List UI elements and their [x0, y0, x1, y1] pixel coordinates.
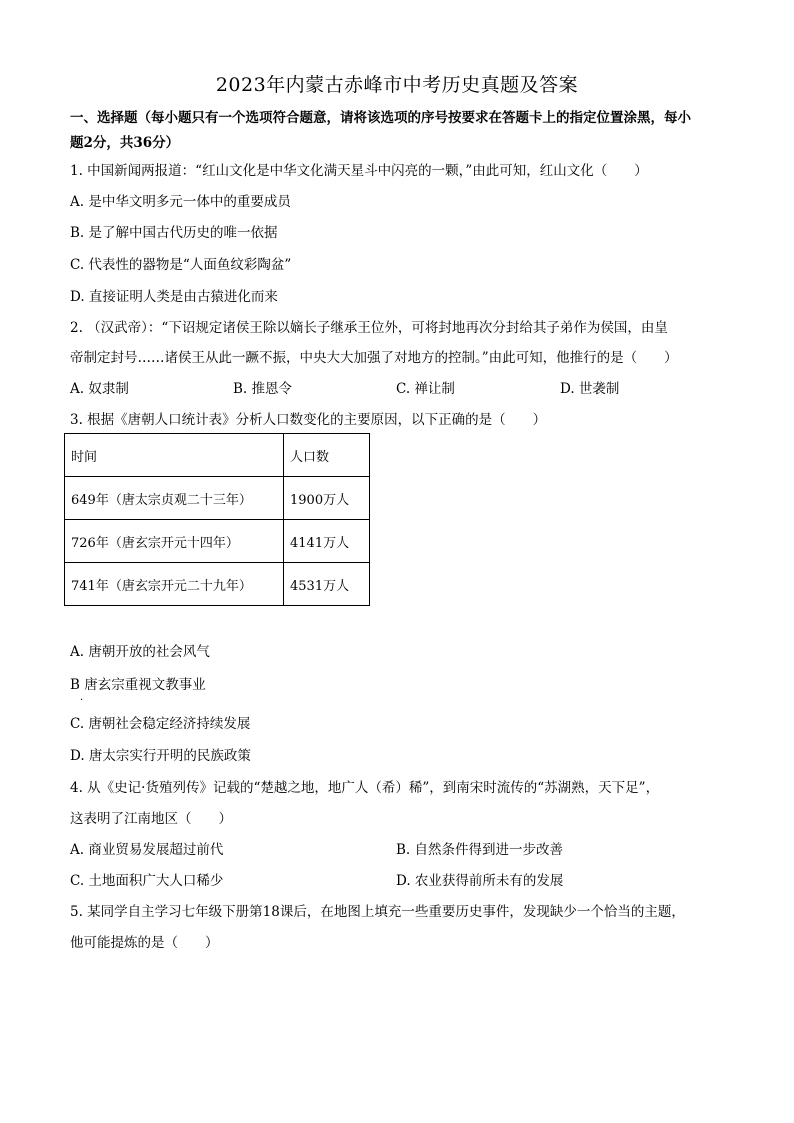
population-table [64, 433, 370, 606]
q4-option-d: D. 农业获得前所未有的发展 [396, 873, 564, 889]
q4-option-b: B. 自然条件得到进一步改善 [396, 842, 564, 858]
q4-option-c: C. 土地面积广大人口稀少 [70, 873, 224, 889]
q1-option-a: A. 是中华文明多元一体中的重要成员 [70, 194, 291, 210]
page-title: 2023年内蒙古赤峰市中考历史真题及答案 [215, 74, 579, 96]
q3-stem: 3. 根据《唐朝人口统计表》分析人口数变化的主要原因，以下正确的是（ ） [70, 412, 547, 428]
q3-option-d: D. 唐太宗实行开明的民族政策 [70, 748, 251, 764]
q1-option-c: C. 代表性的器物是“人面鱼纹彩陶盆” [70, 257, 292, 273]
table-row [65, 563, 370, 606]
q2-option-b: B. 推恩令 [233, 381, 293, 397]
table-cell-time: 726年（唐玄宗开元十四年） [65, 520, 284, 563]
stray-dot-mark: · [80, 695, 84, 706]
q2-stem-line1: 2. （汉武帝）：“下诏规定诸侯王除以嫡长子继承王位外，可将封地再次分封给其子弟作为侯国，由皇 [70, 320, 668, 336]
table-cell-time: 649年（唐太宗贞观二十三年） [65, 477, 284, 520]
q5-stem-line2: 他可能提炼的是（ ） [70, 935, 219, 951]
q4-stem-line1: 4. 从《史记·货殖列传》记载的“楚越之地，地广人（希）稀”，到南宋时流传的“苏湖熟，天下足”， [70, 780, 660, 796]
q3-option-b: B 唐玄宗重视文教事业 [70, 677, 206, 693]
q2-stem-line2: 帝制定封号……诸侯王从此一蹶不振，中央大大加强了对地方的控制。”由此可知，他推行的是（ ） [70, 350, 678, 366]
table-cell-population: 4141万人 [284, 520, 370, 563]
table-header-time: 时间 [65, 434, 284, 477]
table-row [65, 477, 370, 520]
table-cell-time: 741年（唐玄宗开元二十九年） [65, 563, 284, 606]
section-heading-line2: 题2分，共36分） [70, 135, 180, 151]
q4-stem-line2: 这表明了江南地区（ ） [70, 811, 232, 827]
q2-option-d: D. 世袭制 [560, 381, 620, 397]
table-cell-population: 1900万人 [284, 477, 370, 520]
q1-stem: 1. 中国新闻两报道：“红山文化是中华文化满天星斗中闪亮的一颗，”由此可知，红山文化（ ） [70, 163, 648, 179]
table-cell-population: 4531万人 [284, 563, 370, 606]
q3-option-a: A. 唐朝开放的社会风气 [70, 644, 210, 660]
q3-option-c: C. 唐朝社会稳定经济持续发展 [70, 716, 251, 732]
q5-stem-line1: 5. 某同学自主学习七年级下册第18课后，在地图上填充一些重要历史事件，发现缺少一个恰当的主题， [70, 904, 685, 920]
table-row [65, 520, 370, 563]
q4-option-a: A. 商业贸易发展超过前代 [70, 842, 224, 858]
table-header-row [65, 434, 370, 477]
q1-option-b: B. 是了解中国古代历史的唯一依据 [70, 225, 278, 241]
q1-option-d: D. 直接证明人类是由古猿进化而来 [70, 289, 278, 305]
q2-option-c: C. 禅让制 [396, 381, 455, 397]
section-heading-line1: 一、选择题（每小题只有一个选项符合题意，请将该选项的序号按要求在答题卡上的指定位置涂黑，每小 [70, 110, 691, 126]
table-header-population: 人口数 [284, 434, 370, 477]
q2-option-a: A. 奴隶制 [70, 381, 129, 397]
